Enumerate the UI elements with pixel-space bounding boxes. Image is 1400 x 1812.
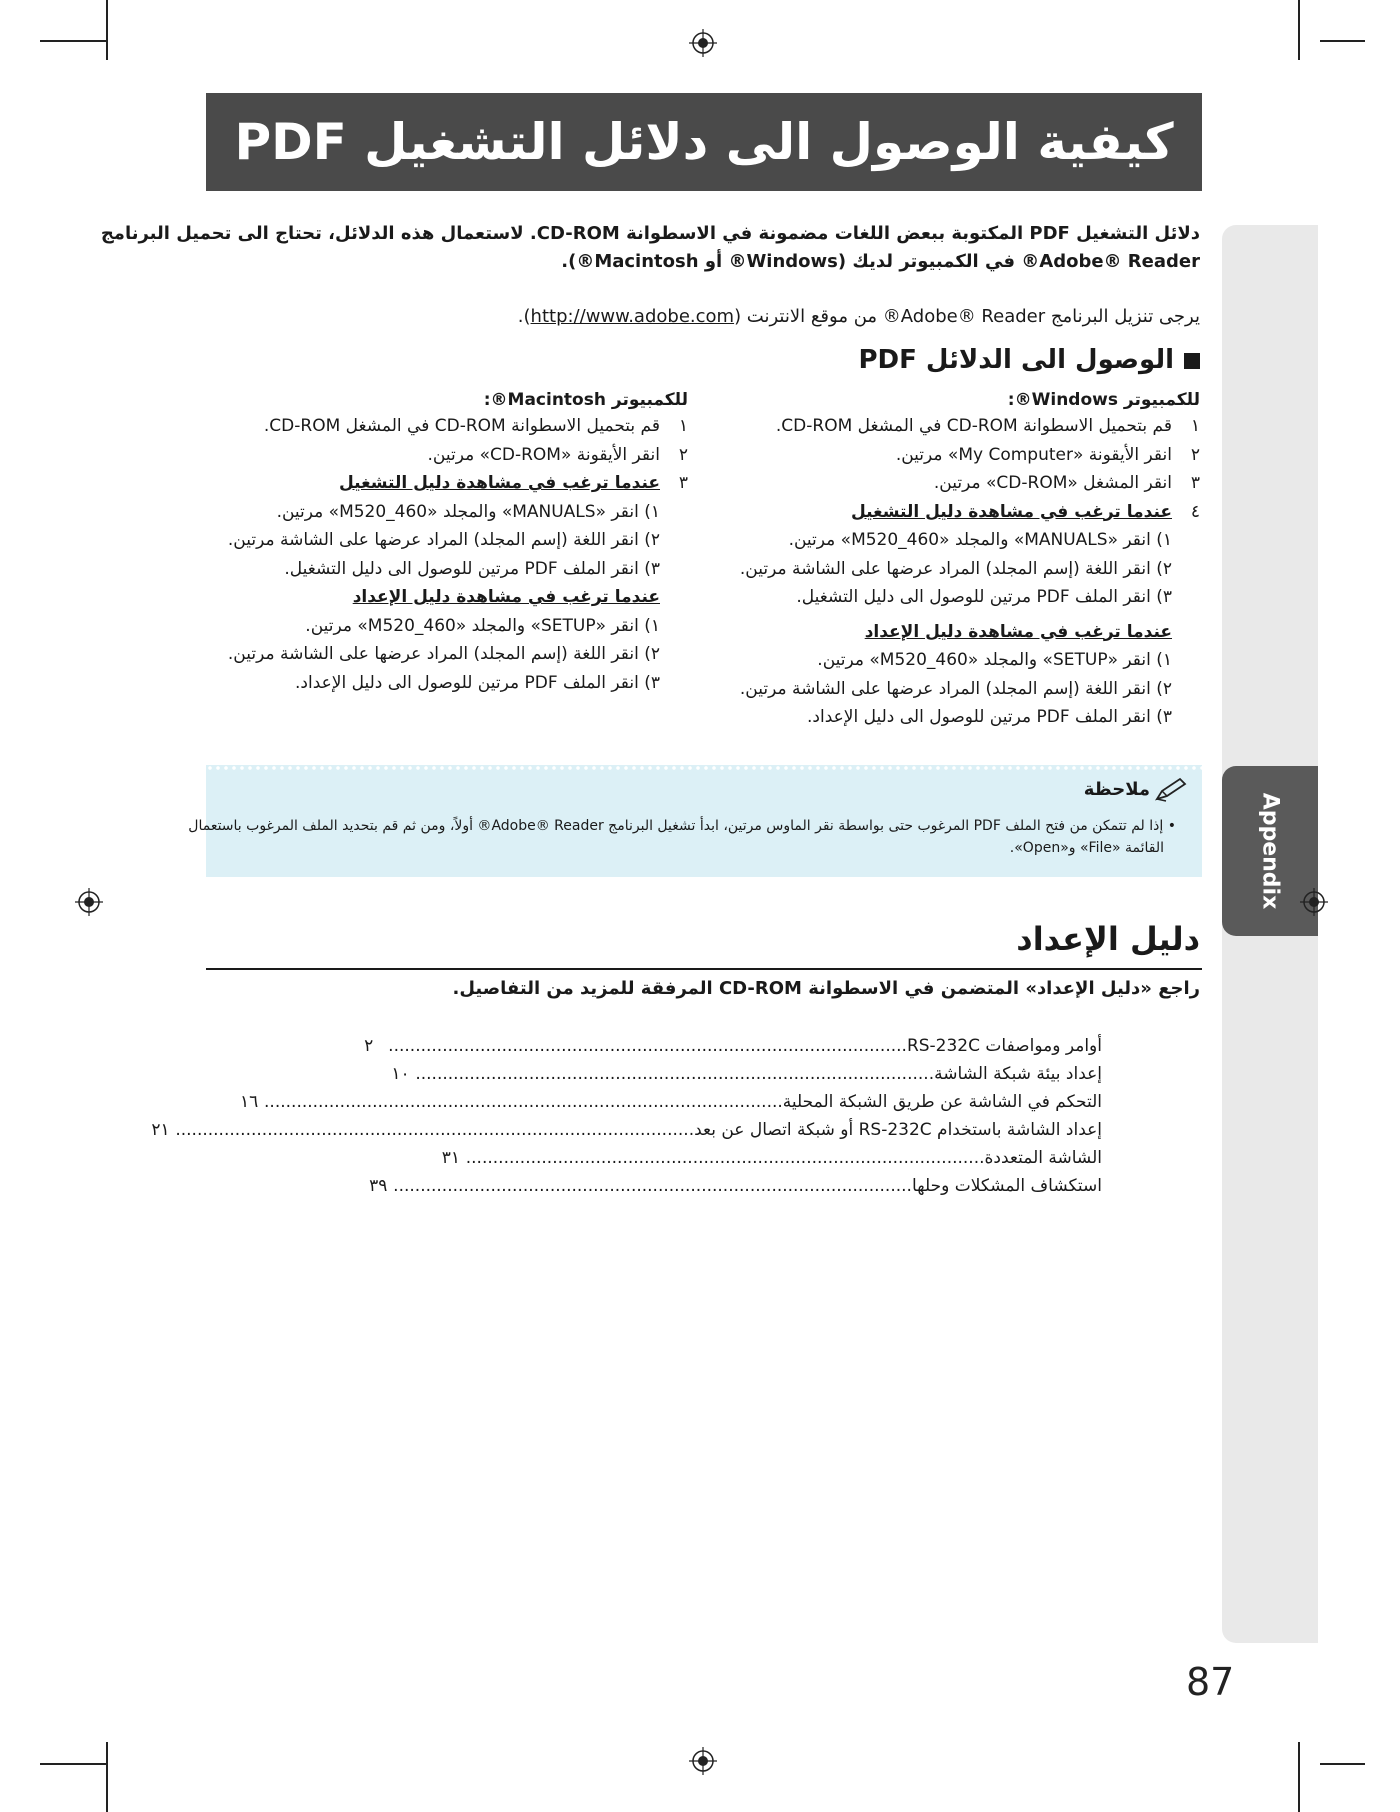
- sub-item: ٢) انقر اللغة (إسم المجلد) المراد عرضها على الشاشة مرتين.: [227, 644, 660, 664]
- setup-guide-intro: راجع «دليل الإعداد» المتضمن في الاسطوانة CD-ROM المرفقة للمزيد من التفاصيل.: [452, 978, 1200, 999]
- registration-mark-icon: [689, 1747, 717, 1775]
- note-heading: ملاحظة: [1084, 777, 1188, 803]
- sub-item: ٣) انقر الملف PDF مرتين للوصول الى دليل التشغيل.: [284, 558, 660, 579]
- toc-leader: ................................................................................................: [264, 1092, 783, 1112]
- registration-mark-icon: [1300, 888, 1328, 916]
- sub-item: ٣) انقر الملف PDF مرتين للوصول الى دليل الإعداد.: [295, 672, 660, 693]
- note-line-2: القائمة «File» و«Open».: [1009, 840, 1164, 856]
- toc-leader: ................................................................................................: [393, 1176, 912, 1196]
- sub-item: ٣) انقر الملف PDF مرتين للوصول الى دليل الإعداد.: [807, 707, 1172, 727]
- download-suffix: ).: [517, 306, 531, 327]
- crop-mark: [1298, 1742, 1300, 1812]
- sub-item: ٢) انقر اللغة (إسم المجلد) المراد عرضها على الشاشة مرتين.: [739, 558, 1172, 579]
- sub-item: ١) انقر «MANUALS» والمجلد «M520_460» مرتين.: [276, 501, 660, 522]
- appendix-tab-label: Appendix: [1257, 792, 1283, 910]
- setup-subheading: عندما ترغب في مشاهدة دليل الإعداد: [352, 587, 660, 607]
- registration-mark-icon: [689, 29, 717, 57]
- sub-item: ١) انقر «SETUP» والمجلد «M520_460» مرتين.: [817, 650, 1172, 670]
- access-heading-text: الوصول الى الدلائل PDF: [858, 345, 1174, 375]
- download-prefix: يرجى تنزيل البرنامج Adobe® Reader® من موقع الانترنت (: [734, 306, 1200, 327]
- mac-column: [228, 388, 688, 697]
- section-rule: [206, 968, 1202, 970]
- note-box: [188, 765, 1202, 877]
- registration-mark-icon: [75, 888, 103, 916]
- note-dotted-edge: [206, 765, 1202, 771]
- toc-row[interactable]: استكشاف المشكلات وحلها ................................................................................................ ٣٩: [640, 1172, 1102, 1200]
- toc-leader: ................................................................................................: [465, 1148, 985, 1168]
- sub-item: ١) انقر «SETUP» والمجلد «M520_460» مرتين.: [305, 615, 660, 636]
- list-item: ٤عندما ترغب في مشاهدة دليل التشغيل: [851, 501, 1200, 522]
- toc-leader: ................................................................................................: [388, 1036, 907, 1056]
- sub-item: ١) انقر «MANUALS» والمجلد «M520_460» مرتين.: [788, 530, 1172, 550]
- setup-subheading: عندما ترغب في مشاهدة دليل الإعداد: [864, 621, 1172, 642]
- list-item: ٣انقر المشغل «CD-ROM» مرتين.: [933, 473, 1200, 493]
- intro-line-1: دلائل التشغيل PDF المكتوبة ببعض اللغات مضمونة في الاسطوانة CD-ROM. لاستعمال هذه الدلائل، تحتاج الى تحميل البرنامج: [100, 223, 1200, 244]
- list-item: ٢انقر الأيقونة «CD-ROM» مرتين.: [427, 444, 688, 465]
- mac-heading: للكمبيوتر Macintosh®:: [483, 390, 688, 410]
- list-item: ١قم بتحميل الاسطوانة CD-ROM في المشغل CD-ROM.: [263, 416, 688, 436]
- crop-mark: [1320, 1763, 1365, 1765]
- toc-leader: ................................................................................................: [175, 1120, 695, 1140]
- crop-mark: [40, 1763, 106, 1765]
- access-section-heading: [600, 345, 1200, 375]
- crop-mark: [1320, 40, 1365, 42]
- note-line-1: • إذا لم تتمكن من فتح الملف PDF المرغوب حتى بواسطة نقر الماوس مرتين، ابدأ تشغيل البرنامج Adobe® Reader® أولاً، ومن ثم قم بتحديد الملف المرغوب باستعمال: [188, 818, 1176, 834]
- crop-mark: [40, 40, 106, 42]
- toc-leader: ................................................................................................: [415, 1064, 935, 1084]
- setup-guide-heading: دليل الإعداد: [1016, 920, 1200, 958]
- adobe-link[interactable]: http://www.adobe.com: [530, 306, 735, 327]
- crop-mark: [1298, 0, 1300, 60]
- square-bullet-icon: [1184, 353, 1200, 369]
- toc-row[interactable]: أوامر ومواصفات RS-232C ................................................................................................ ٢: [640, 1032, 1102, 1060]
- list-item: ٢انقر الأيقونة «My Computer» مرتين.: [895, 444, 1200, 465]
- toc-list: [151, 1032, 1102, 1200]
- list-item: ١قم بتحميل الاسطوانة CD-ROM في المشغل CD-ROM.: [775, 416, 1200, 436]
- page-title: كيفية الوصول الى دلائل التشغيل PDF: [234, 113, 1174, 171]
- windows-column: [740, 388, 1200, 732]
- toc-row[interactable]: التحكم في الشاشة عن طريق الشبكة المحلية ................................................................................................ ١٦: [640, 1088, 1102, 1116]
- windows-heading: للكمبيوتر Windows®:: [1007, 390, 1200, 410]
- sub-item: ٢) انقر اللغة (إسم المجلد) المراد عرضها على الشاشة مرتين.: [227, 530, 660, 550]
- title-banner: [206, 93, 1202, 191]
- sub-item: ٢) انقر اللغة (إسم المجلد) المراد عرضها على الشاشة مرتين.: [739, 678, 1172, 699]
- toc-row[interactable]: إعداد بيئة شبكة الشاشة ................................................................................................ ١٠: [640, 1060, 1102, 1088]
- toc-row[interactable]: الشاشة المتعددة ................................................................................................ ٣١: [640, 1144, 1102, 1172]
- toc-row[interactable]: إعداد الشاشة باستخدام RS-232C أو شبكة اتصال عن بعد ................................................................................................ ٢١: [640, 1116, 1102, 1144]
- crop-mark: [106, 0, 108, 60]
- page-number: 87: [1186, 1660, 1235, 1704]
- pencil-note-icon: [1154, 777, 1188, 803]
- download-line: [200, 302, 1200, 331]
- crop-mark: [106, 1742, 108, 1812]
- sub-item: ٣) انقر الملف PDF مرتين للوصول الى دليل التشغيل.: [796, 587, 1172, 607]
- intro-line-2: Adobe® Reader® في الكمبيوتر لديك (Windows® أو Macintosh®).: [561, 251, 1200, 272]
- list-item: ٣عندما ترغب في مشاهدة دليل التشغيل: [339, 473, 688, 493]
